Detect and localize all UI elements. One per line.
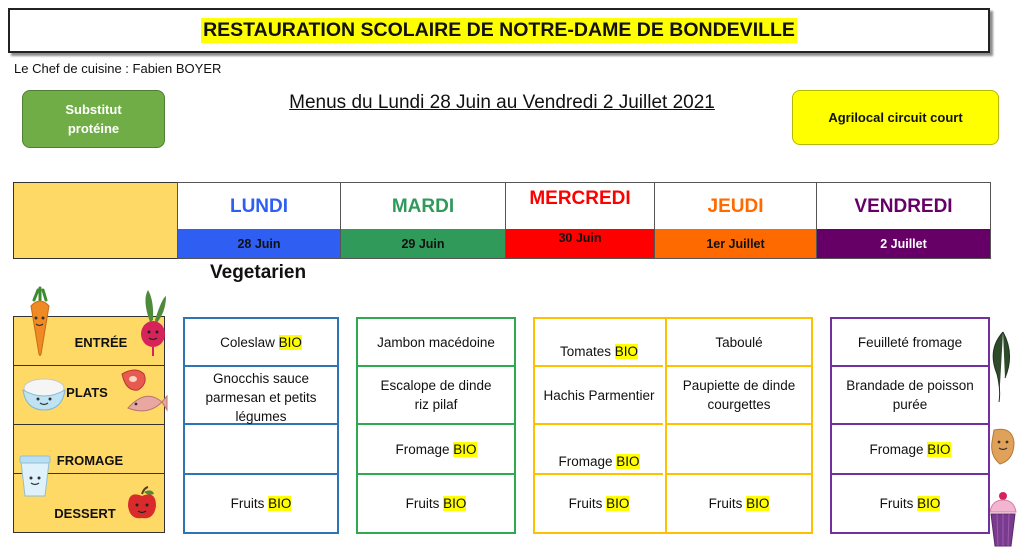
- row-label-entree: ENTRÉE: [74, 335, 128, 350]
- day-date-vendredi: 2 Juillet: [817, 229, 990, 258]
- legend-agrilocal: Agrilocal circuit court: [792, 90, 999, 145]
- cupcake-icon: [988, 490, 1018, 548]
- mardi-fromage-text: Fromage: [395, 441, 450, 457]
- day-name-lundi: LUNDI: [229, 195, 289, 217]
- mardi-fromage: [358, 425, 514, 475]
- menu-mercredi-jeudi: [533, 317, 813, 534]
- mardi-plat: [358, 367, 514, 425]
- bio-badge: BIO: [927, 441, 951, 457]
- vendredi-fromage-text: Fromage: [869, 441, 924, 457]
- menu-period-subtitle: Menus du Lundi 28 Juin au Vendredi 2 Juillet 2021: [289, 92, 715, 113]
- day-date-jeudi: 1er Juillet: [655, 229, 816, 258]
- vendredi-plat-line2: purée: [892, 397, 928, 412]
- legend-substitut-proteine: [22, 90, 165, 148]
- theme-vegetarien: Vegetarien: [210, 262, 307, 283]
- lundi-dessert-text: Fruits: [230, 496, 265, 511]
- header-mardi: [341, 182, 506, 259]
- day-date-mardi: 29 Juin: [341, 229, 505, 258]
- menu-mardi: [356, 317, 516, 534]
- day-date-mercredi: 30 Juin: [506, 229, 654, 258]
- mercredi-fromage: [535, 425, 663, 475]
- row-label-plats: PLATS: [66, 385, 108, 400]
- bio-badge: BIO: [917, 496, 941, 511]
- jeudi-dessert: [667, 475, 811, 532]
- mercredi-entree-text: Tomates: [559, 344, 611, 359]
- row-label-fromage: FROMAGE: [56, 453, 124, 468]
- jeudi-plat: [667, 367, 811, 425]
- bio-badge: BIO: [443, 496, 467, 511]
- jeudi-dessert-text: Fruits: [708, 496, 743, 511]
- vendredi-plat: [832, 367, 988, 425]
- bio-badge: BIO: [268, 496, 292, 511]
- legend-substitut-line1: Substitut: [65, 102, 122, 117]
- row-label-dessert: DESSERT: [54, 506, 116, 521]
- vendredi-dessert-text: Fruits: [879, 496, 914, 511]
- rice-bowl-icon: [20, 372, 68, 412]
- lundi-entree-text: Coleslaw: [220, 334, 275, 350]
- day-date-lundi: 28 Juin: [178, 229, 340, 258]
- day-name-vendredi: VENDREDI: [854, 195, 953, 217]
- vendredi-dessert: [832, 475, 988, 532]
- lundi-entree: [185, 319, 337, 367]
- mercredi-plat: Hachis Parmentier: [535, 367, 663, 425]
- mercredi-fromage-text: Fromage: [558, 454, 613, 469]
- bio-badge: BIO: [453, 441, 477, 457]
- mardi-dessert: [358, 475, 514, 532]
- day-name-mardi: MARDI: [391, 195, 455, 217]
- mercredi-dessert: [535, 475, 663, 532]
- bio-badge: BIO: [606, 496, 630, 511]
- jeudi-plat-line2: courgettes: [707, 397, 771, 412]
- mardi-entree: Jambon macédoine: [358, 319, 514, 367]
- jeudi-entree: Taboulé: [667, 319, 811, 367]
- carrot-icon: [24, 286, 56, 358]
- meat-fish-icon: [118, 366, 168, 420]
- vendredi-entree: Feuilleté fromage: [832, 319, 988, 367]
- mardi-plat-line1: Escalope de dinde: [380, 378, 492, 393]
- title-banner: [8, 8, 990, 53]
- header-corner-cell: [13, 182, 178, 259]
- lundi-fromage: [185, 425, 337, 475]
- mercredi-dessert-text: Fruits: [568, 496, 603, 511]
- apple-icon: [124, 486, 160, 522]
- jeudi-fromage: [667, 425, 811, 475]
- radish-icon: [134, 286, 172, 358]
- header-mercredi: [506, 182, 655, 259]
- vendredi-fromage: [832, 425, 988, 475]
- header-lundi: [177, 182, 341, 259]
- bio-badge: BIO: [614, 344, 639, 359]
- lundi-plat: Gnocchis sauce parmesan et petits légumes: [185, 367, 337, 425]
- menu-vendredi: [830, 317, 990, 534]
- header-jeudi: [655, 182, 817, 259]
- mardi-dessert-text: Fruits: [405, 496, 440, 511]
- jeudi-plat-line1: Paupiette de dinde: [682, 378, 796, 393]
- mercredi-entree: [535, 319, 663, 367]
- bio-badge: BIO: [616, 454, 640, 469]
- leaf-icon: [991, 330, 1013, 404]
- lundi-dessert: [185, 475, 337, 532]
- menu-lundi: [183, 317, 339, 534]
- day-name-jeudi: JEUDI: [707, 195, 764, 217]
- legend-substitut-line2: protéine: [67, 121, 120, 136]
- day-name-mercredi: MERCREDI: [529, 187, 631, 209]
- chef-credit: Le Chef de cuisine : Fabien BOYER: [14, 61, 222, 76]
- page-title: RESTAURATION SCOLAIRE DE NOTRE-DAME DE BONDEVILLE: [203, 19, 795, 41]
- potato-icon: [990, 426, 1016, 466]
- header-vendredi: [817, 182, 991, 259]
- bio-badge: BIO: [746, 496, 770, 511]
- bio-badge: BIO: [278, 334, 302, 350]
- vendredi-plat-line1: Brandade de poisson: [846, 378, 974, 393]
- mardi-plat-line2: riz pilaf: [414, 397, 458, 412]
- yogurt-icon: [18, 452, 52, 498]
